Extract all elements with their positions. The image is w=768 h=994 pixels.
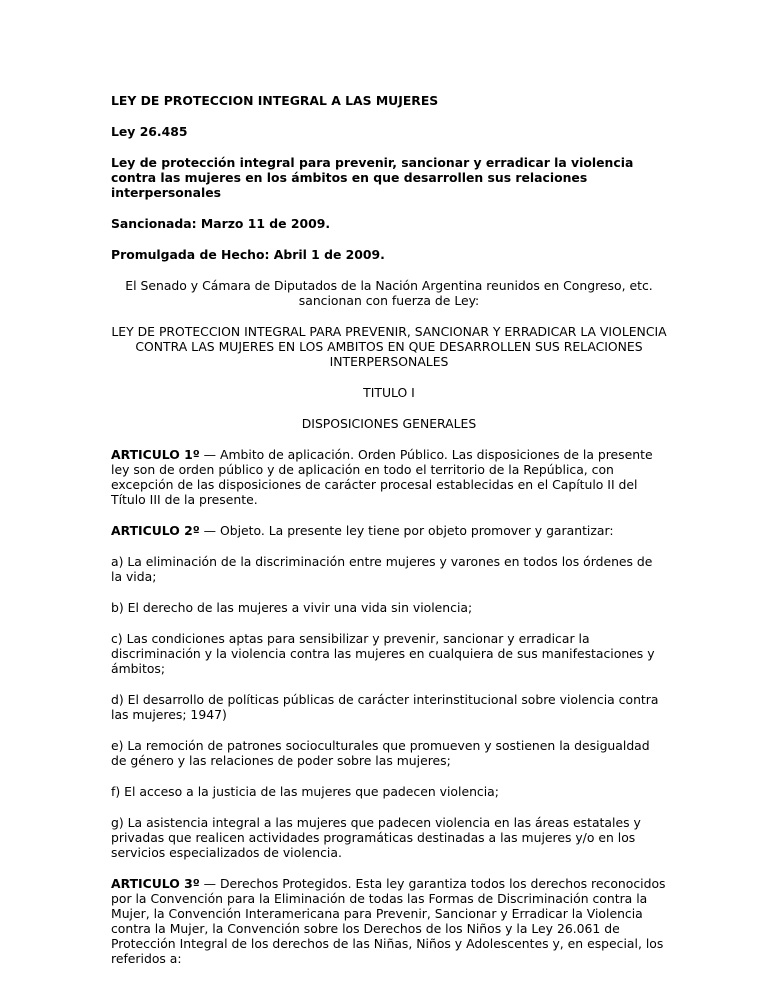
article-1 bbox=[111, 447, 667, 507]
article-2-text: — Objeto. La presente ley tiene por objeto promover y garantizar: bbox=[199, 523, 614, 538]
preamble: El Senado y Cámara de Diputados de la Nación Argentina reunidos en Congreso, etc. sancionan con fuerza de Ley: bbox=[125, 278, 653, 308]
article-2-item-e: e) La remoción de patrones socioculturales que promueven y sostienen la desigualdad de género y las relaciones de poder sobre las mujeres; bbox=[111, 738, 650, 768]
disposiciones-heading: DISPOSICIONES GENERALES bbox=[301, 416, 477, 431]
law-heading: LEY DE PROTECCION INTEGRAL PARA PREVENIR, SANCIONAR Y ERRADICAR LA VIOLENCIA CONTRA LAS MUJERES EN LOS AMBITOS EN QUE DESARROLLEN SUS RELACIONES INTERPERSONALES bbox=[111, 324, 667, 369]
article-2-item-a: a) La eliminación de la discriminación entre mujeres y varones en todos los órdenes de la vida; bbox=[111, 554, 653, 584]
article-3-label: ARTICULO 3º bbox=[111, 876, 200, 891]
document-title: LEY DE PROTECCION INTEGRAL A LAS MUJERES bbox=[111, 93, 439, 108]
sanction-date: Sancionada: Marzo 11 de 2009. bbox=[111, 216, 331, 231]
article-2-item-f: f) El acceso a la justicia de las mujeres que padecen violencia; bbox=[111, 784, 499, 799]
article-1-text: — Ambito de aplicación. Orden Público. Las disposiciones de la presente ley son de orden público y de aplicación en todo el territorio de la República, con excepción de las disposiciones de carácter procesal establecidas en el Capítulo II del Título III de la presente. bbox=[111, 447, 653, 507]
promulgation-date: Promulgada de Hecho: Abril 1 de 2009. bbox=[111, 247, 385, 262]
document-body bbox=[111, 93, 667, 982]
article-3 bbox=[111, 876, 667, 966]
article-2-label: ARTICULO 2º bbox=[111, 523, 200, 538]
article-2-item-g: g) La asistencia integral a las mujeres que padecen violencia en las áreas estatales y privadas que realicen actividades programáticas destinadas a las mujeres y/o en los servicios especializados de violencia. bbox=[111, 815, 641, 860]
article-2-item-d: d) El desarrollo de políticas públicas de carácter interinstitucional sobre violencia contra las mujeres; 1947) bbox=[111, 692, 659, 722]
article-2-item-c: c) Las condiciones aptas para sensibilizar y prevenir, sancionar y erradicar la discriminación y la violencia contra las mujeres en cualquiera de sus manifestaciones y ámbitos; bbox=[111, 631, 655, 676]
law-number: Ley 26.485 bbox=[111, 124, 188, 139]
article-1-label: ARTICULO 1º bbox=[111, 447, 200, 462]
article-3-text: — Derechos Protegidos. Esta ley garantiza todos los derechos reconocidos por la Convención para la Eliminación de todas las Formas de Discriminación contra la Mujer, la Convención Interamericana para Prevenir, Sancionar y Erradicar la Violencia contra la Mujer, la Convención sobre los Derechos de los Niños y la Ley 26.061 de Protección Integral de los derechos de las Niñas, Niños y Adolescentes y, en especial, los referidos a: bbox=[111, 876, 666, 966]
law-subtitle: Ley de protección integral para prevenir, sancionar y erradicar la violencia contra las mujeres en los ámbitos en que desarrollen sus relaciones interpersonales bbox=[111, 155, 634, 200]
article-2-item-b: b) El derecho de las mujeres a vivir una vida sin violencia; bbox=[111, 600, 473, 615]
titulo-heading: TITULO I bbox=[363, 385, 415, 400]
article-2 bbox=[111, 523, 667, 538]
